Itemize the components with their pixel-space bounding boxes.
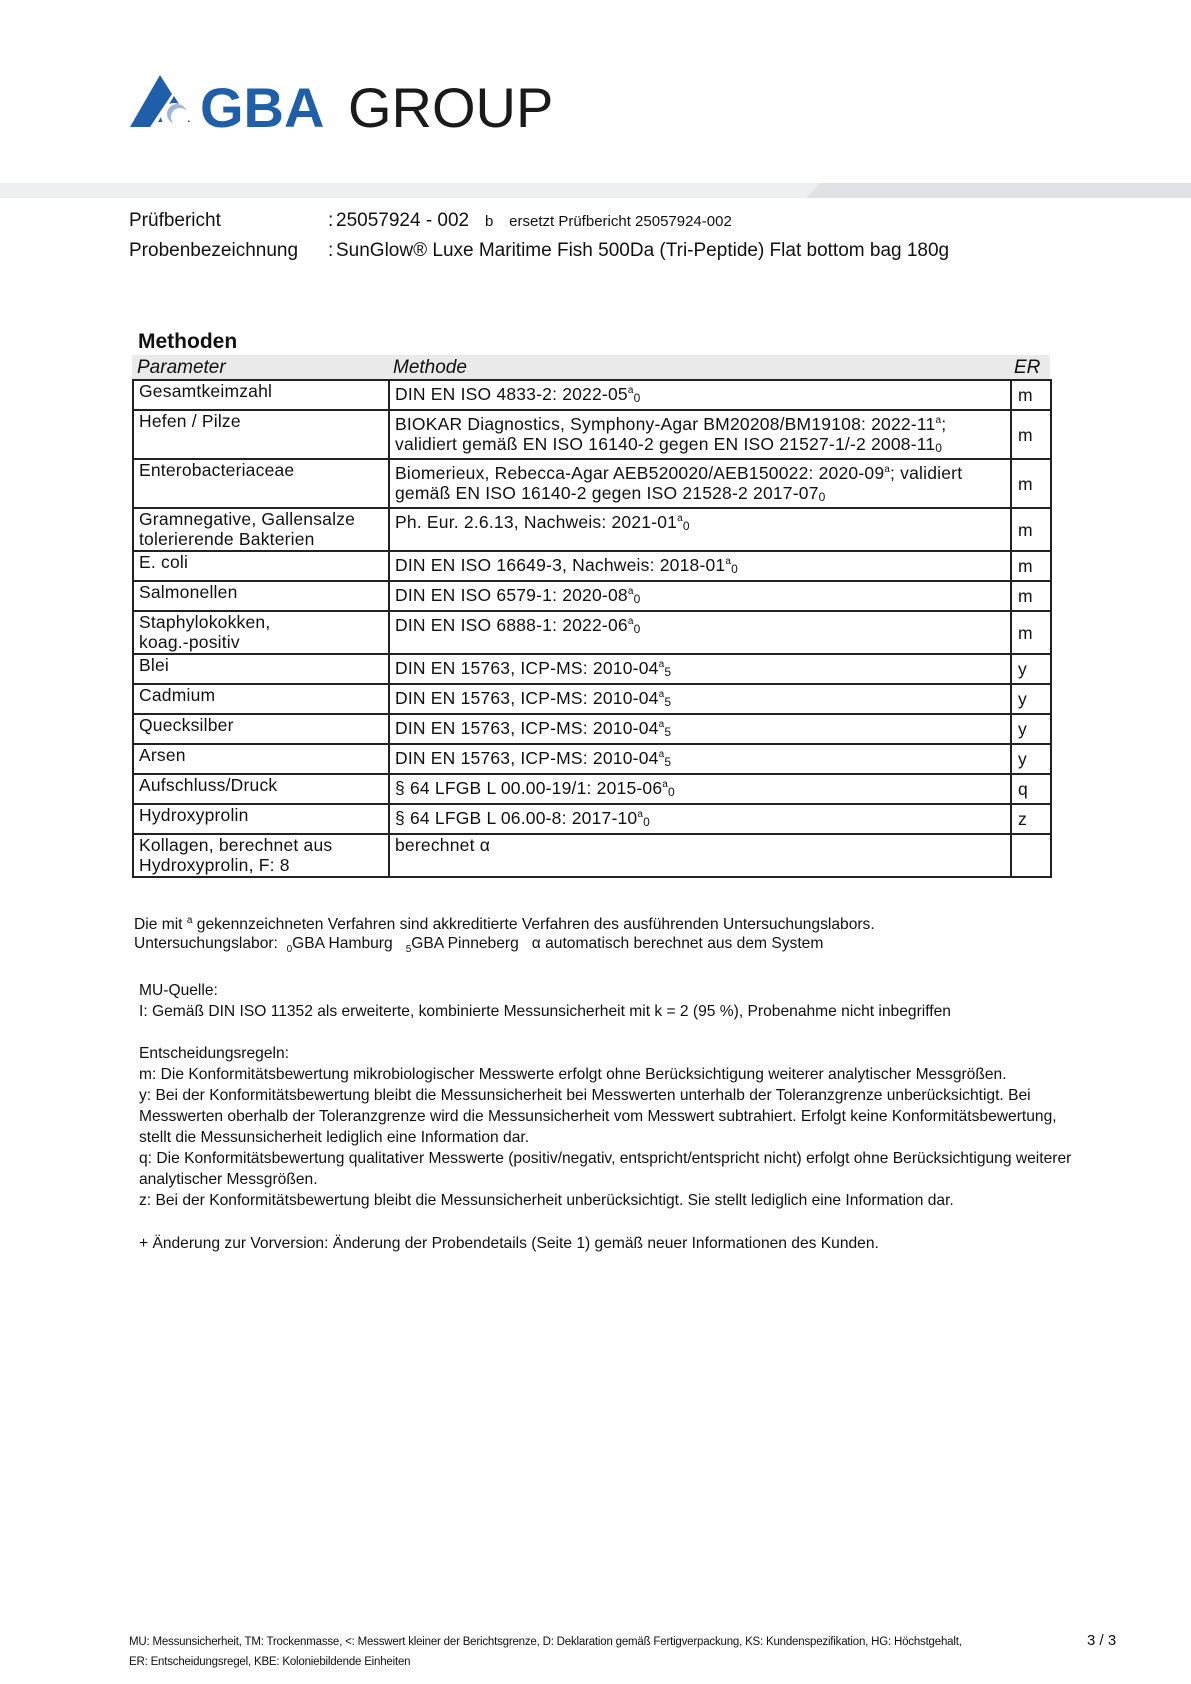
method-text: DIN EN 15763, ICP-MS: 2010-04 bbox=[395, 688, 659, 708]
lab5-sub: 5 bbox=[405, 944, 412, 956]
method-cell bbox=[389, 459, 1011, 508]
method-text: DIN EN ISO 6579-1: 2020-08 bbox=[395, 585, 628, 605]
parameter-cell bbox=[133, 551, 389, 581]
method-line bbox=[395, 805, 1005, 832]
lab-index: 5 bbox=[664, 755, 672, 769]
parameter-name: Cadmium bbox=[139, 685, 216, 705]
method-cell bbox=[389, 380, 1011, 410]
accredited-mark: a bbox=[662, 779, 669, 790]
decision-rule-cell: y bbox=[1011, 714, 1051, 744]
header-methode: Methode bbox=[393, 357, 467, 378]
lab0-name: GBA Hamburg bbox=[292, 935, 393, 952]
method-row bbox=[133, 774, 1051, 804]
parameter-name: Staphylokokken, bbox=[139, 612, 271, 632]
method-text: § 64 LFGB L 00.00-19/1: 2015-06 bbox=[395, 778, 663, 798]
parameter-cell bbox=[133, 654, 389, 684]
decision-rule-cell: m bbox=[1011, 611, 1051, 654]
logo-text-group: GROUP bbox=[348, 76, 554, 139]
change-note: + Änderung zur Vorversion: Änderung der Probendetails (Seite 1) gemäß neuer Informationen des Kunden. bbox=[139, 1235, 879, 1252]
method-cell bbox=[389, 508, 1011, 551]
lab-index: 0 bbox=[818, 490, 826, 504]
lab-index: 0 bbox=[633, 391, 641, 405]
report-number-value: 25057924 - 002 bbox=[336, 210, 470, 231]
method-line2 bbox=[395, 434, 1005, 458]
methods-table-header bbox=[132, 355, 1050, 379]
parameter-name: Salmonellen bbox=[139, 582, 238, 602]
parameter-name: Hefen / Pilze bbox=[139, 411, 241, 431]
method-line bbox=[395, 552, 1005, 579]
method-cell bbox=[389, 804, 1011, 834]
method-text: DIN EN ISO 6888-1: 2022-06 bbox=[395, 615, 628, 635]
parameter-name: Quecksilber bbox=[139, 715, 234, 735]
parameter-cell bbox=[133, 834, 389, 877]
method-row bbox=[133, 410, 1051, 459]
method-cell bbox=[389, 410, 1011, 459]
header-parameter: Parameter bbox=[137, 357, 226, 378]
decision-rule-cell: m bbox=[1011, 508, 1051, 551]
parameter-name: Blei bbox=[139, 655, 169, 675]
method-line bbox=[395, 509, 1005, 536]
decision-rule-cell: y bbox=[1011, 684, 1051, 714]
parameter-name-line2: tolerierende Bakterien bbox=[139, 529, 315, 549]
lab-index: 5 bbox=[664, 695, 672, 709]
parameter-name-line2: koag.-positiv bbox=[139, 632, 240, 652]
lab-index: 0 bbox=[682, 519, 690, 533]
alpha-text: automatisch berechnet aus dem System bbox=[545, 935, 824, 952]
parameter-cell bbox=[133, 804, 389, 834]
page-number: 3 / 3 bbox=[1087, 1632, 1117, 1649]
method-cell bbox=[389, 654, 1011, 684]
lab0-sub: 0 bbox=[286, 944, 293, 956]
sample-colon: : bbox=[328, 240, 334, 261]
method-tail: ; bbox=[941, 414, 947, 434]
parameter-cell bbox=[133, 459, 389, 508]
parameter-name: Aufschluss/Druck bbox=[139, 775, 278, 795]
report-number bbox=[336, 210, 732, 232]
method-cell bbox=[389, 551, 1011, 581]
method-row bbox=[133, 581, 1051, 611]
report-replaces-text: ersetzt Prüfbericht 25057924-002 bbox=[509, 213, 732, 230]
method-text: BIOKAR Diagnostics, Symphony-Agar BM20208/BM19108: 2022-11 bbox=[395, 414, 936, 434]
accredited-mark: a bbox=[658, 659, 665, 670]
rule-m: m: Die Konformitätsbewertung mikrobiologischer Messwerte erfolgt ohne Berücksichtigung weiterer analytischer Messgrößen. bbox=[139, 1066, 1007, 1083]
accredited-mark: a bbox=[658, 749, 665, 760]
labs-label: Untersuchungslabor: bbox=[134, 935, 278, 952]
method-row bbox=[133, 459, 1051, 508]
method-text: berechnet α bbox=[395, 835, 491, 855]
accredited-mark: a bbox=[627, 586, 634, 597]
accreditation-sup: a bbox=[186, 915, 193, 926]
accredited-mark: a bbox=[658, 689, 665, 700]
method-line bbox=[395, 775, 1005, 802]
method-row bbox=[133, 508, 1051, 551]
decision-rule-cell: m bbox=[1011, 551, 1051, 581]
parameter-name: Kollagen, berechnet aus bbox=[139, 835, 333, 855]
method-cell bbox=[389, 834, 1011, 877]
footer-legend bbox=[129, 1632, 989, 1672]
parameter-cell bbox=[133, 581, 389, 611]
method-cell bbox=[389, 744, 1011, 774]
parameter-name: Gramnegative, Gallensalze bbox=[139, 509, 356, 529]
method-text: DIN EN ISO 16649-3, Nachweis: 2018-01 bbox=[395, 555, 726, 575]
parameter-cell bbox=[133, 714, 389, 744]
accredited-mark: a bbox=[725, 556, 732, 567]
parameter-cell bbox=[133, 611, 389, 654]
decision-rule-cell: m bbox=[1011, 410, 1051, 459]
parameter-cell bbox=[133, 774, 389, 804]
parameter-cell bbox=[133, 508, 389, 551]
header-band bbox=[0, 183, 1191, 198]
method-row bbox=[133, 654, 1051, 684]
lab-index: 0 bbox=[731, 562, 738, 576]
decision-rule-cell: y bbox=[1011, 744, 1051, 774]
lab-index: 5 bbox=[664, 725, 672, 739]
mu-source-text: I: Gemäß DIN ISO 11352 als erweiterte, kombinierte Messunsicherheit mit k = 2 (95 %), Probenahme nicht inbegriffen bbox=[139, 1003, 951, 1020]
methods-table bbox=[132, 379, 1052, 878]
rule-q: q: Die Konformitätsbewertung qualitativer Messwerte (positiv/negativ, entspricht/entspricht nicht) erfolgt ohne Berücksichtigung weiterer analytischer Messgrößen. bbox=[139, 1150, 1072, 1188]
gba-triangle-logo-icon bbox=[130, 75, 190, 129]
lab-index: 0 bbox=[668, 785, 675, 799]
method-tail: ; validiert bbox=[890, 463, 963, 483]
decision-rule-cell: q bbox=[1011, 774, 1051, 804]
parameter-cell bbox=[133, 380, 389, 410]
method-line bbox=[395, 612, 1005, 639]
lab-index: 0 bbox=[633, 592, 641, 606]
footer-legend-line2: ER: Entscheidungsregel, KBE: Koloniebildende Einheiten bbox=[129, 1656, 411, 1668]
accredited-mark: a bbox=[658, 719, 665, 730]
method-text-line2: validiert gemäß EN ISO 16140-2 gegen EN ISO 21527-1/-2 2008-11 bbox=[395, 434, 936, 454]
method-line bbox=[395, 835, 1005, 855]
method-line bbox=[395, 460, 1005, 483]
gba-group-logo bbox=[130, 70, 570, 150]
report-label: Prüfbericht bbox=[129, 210, 221, 231]
method-row bbox=[133, 611, 1051, 654]
method-line bbox=[395, 655, 1005, 682]
method-row bbox=[133, 744, 1051, 774]
method-line bbox=[395, 411, 1005, 434]
accreditation-note-pre: Die mit bbox=[134, 916, 183, 934]
footer-legend-line1: MU: Messunsicherheit, TM: Trockenmasse, <: Messwert kleiner der Berichtsgrenze, D: Deklaration gemäß Fertigverpackung, KS: Kundenspezifikation, HG: Höchstgehalt, bbox=[129, 1636, 962, 1648]
lab5-name: GBA Pinneberg bbox=[411, 935, 519, 952]
parameter-name-line2: Hydroxyprolin, F: 8 bbox=[139, 855, 290, 875]
method-text: Biomerieux, Rebecca-Agar AEB520020/AEB150022: 2020-09 bbox=[395, 463, 885, 483]
method-row bbox=[133, 804, 1051, 834]
lab-index: 0 bbox=[633, 622, 641, 636]
method-row bbox=[133, 714, 1051, 744]
decision-rule-cell: y bbox=[1011, 654, 1051, 684]
lab-index: 0 bbox=[935, 441, 943, 455]
method-text: DIN EN ISO 4833-2: 2022-05 bbox=[395, 384, 628, 404]
mu-source-title: MU-Quelle: bbox=[139, 982, 218, 999]
method-cell bbox=[389, 714, 1011, 744]
method-line bbox=[395, 685, 1005, 712]
parameter-name: Hydroxyprolin bbox=[139, 805, 249, 825]
accredited-mark: a bbox=[627, 385, 634, 396]
accredited-mark: a bbox=[884, 464, 891, 475]
method-cell bbox=[389, 611, 1011, 654]
method-text: Ph. Eur. 2.6.13, Nachweis: 2021-01 bbox=[395, 512, 678, 532]
parameter-cell bbox=[133, 410, 389, 459]
lab-index: 0 bbox=[643, 815, 650, 829]
parameter-name: Gesamtkeimzahl bbox=[139, 381, 273, 401]
accredited-mark: a bbox=[935, 415, 942, 426]
decision-rules-title: Entscheidungsregeln: bbox=[139, 1045, 289, 1062]
decision-rule-cell: z bbox=[1011, 804, 1051, 834]
parameter-name: E. coli bbox=[139, 552, 189, 572]
parameter-cell bbox=[133, 744, 389, 774]
decision-rule-cell: m bbox=[1011, 380, 1051, 410]
method-line bbox=[395, 715, 1005, 742]
header-er: ER bbox=[1014, 357, 1041, 378]
rule-y: y: Bei der Konformitätsbewertung bleibt die Messunsicherheit bei Messwerten unterhalb der Toleranzgrenze unberücksichtigt. Bei Messwerten oberhalb der Toleranzgrenze wird die Messunsicherheit vom Messwert subtrahiert. Erfolgt keine Konformitätsbewertung, stellt die Messunsicherheit lediglich eine Information dar. bbox=[139, 1087, 1057, 1146]
parameter-name: Arsen bbox=[139, 745, 186, 765]
report-colon: : bbox=[328, 210, 334, 231]
logo-text-gba: GBA bbox=[200, 76, 325, 139]
method-line2 bbox=[395, 483, 1005, 507]
parameter-name: Enterobacteriaceae bbox=[139, 460, 295, 480]
accreditation-note bbox=[134, 915, 875, 934]
method-row bbox=[133, 551, 1051, 581]
method-text: § 64 LFGB L 06.00-8: 2017-10 bbox=[395, 808, 638, 828]
method-row bbox=[133, 380, 1051, 410]
method-row bbox=[133, 834, 1051, 877]
decision-rule-cell bbox=[1011, 834, 1051, 877]
decision-rule-cell: m bbox=[1011, 581, 1051, 611]
sample-name: SunGlow® Luxe Maritime Fish 500Da (Tri-Peptide) Flat bottom bag 180g bbox=[336, 240, 950, 261]
method-line bbox=[395, 745, 1005, 772]
method-cell bbox=[389, 684, 1011, 714]
report-version-suffix: b bbox=[484, 213, 494, 230]
method-line bbox=[395, 381, 1005, 408]
rule-z: z: Bei der Konformitätsbewertung bleibt die Messunsicherheit unberücksichtigt. Sie stellt lediglich eine Information dar. bbox=[139, 1192, 954, 1209]
alpha-symbol: α bbox=[531, 935, 541, 952]
decision-rule-cell: m bbox=[1011, 459, 1051, 508]
accreditation-note-post: gekennzeichneten Verfahren sind akkreditierte Verfahren des ausführenden Untersuchungslabors. bbox=[196, 916, 875, 934]
method-cell bbox=[389, 774, 1011, 804]
labs-note bbox=[134, 935, 823, 955]
parameter-cell bbox=[133, 684, 389, 714]
method-text-line2: gemäß EN ISO 16140-2 gegen ISO 21528-2 2017-07 bbox=[395, 483, 819, 503]
accredited-mark: a bbox=[627, 616, 634, 627]
accredited-mark: a bbox=[637, 809, 644, 820]
lab-index: 5 bbox=[664, 665, 672, 679]
method-line bbox=[395, 582, 1005, 609]
method-cell bbox=[389, 581, 1011, 611]
method-row bbox=[133, 684, 1051, 714]
sample-label: Probenbezeichnung bbox=[129, 240, 299, 261]
method-text: DIN EN 15763, ICP-MS: 2010-04 bbox=[395, 658, 659, 678]
methods-title: Methoden bbox=[138, 330, 238, 353]
accredited-mark: a bbox=[677, 513, 683, 524]
method-text: DIN EN 15763, ICP-MS: 2010-04 bbox=[395, 748, 659, 768]
method-text: DIN EN 15763, ICP-MS: 2010-04 bbox=[395, 718, 659, 738]
